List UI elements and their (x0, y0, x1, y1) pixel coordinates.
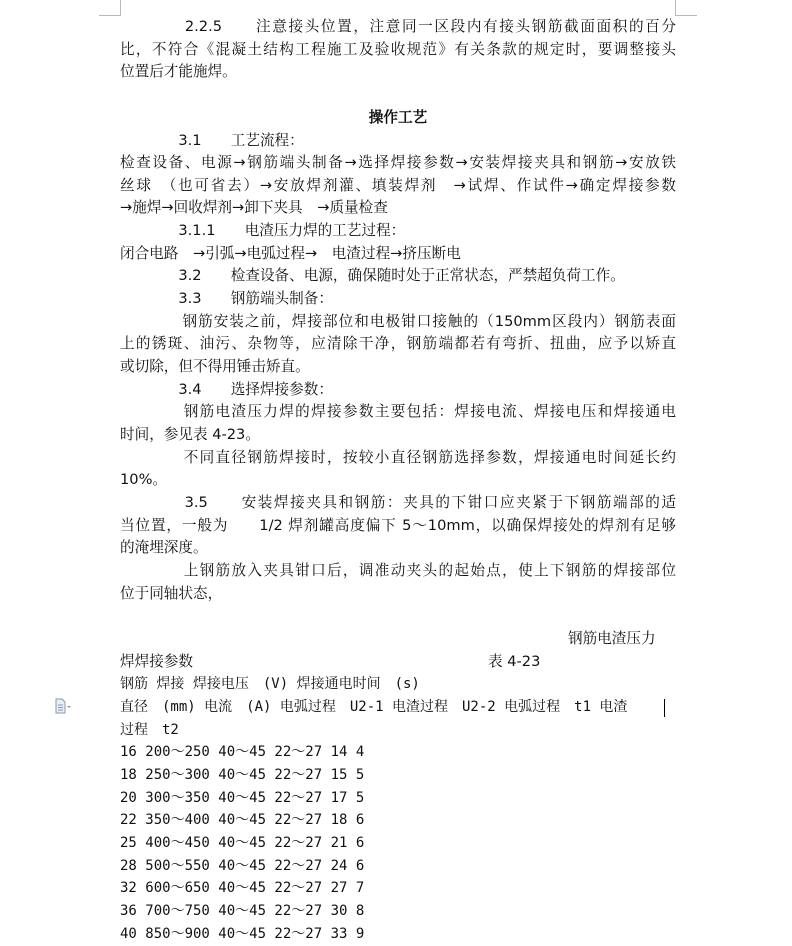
section-heading: 操作工艺 (368, 109, 428, 126)
step-3-3-title: 3.3 钢筋端头制备： (120, 290, 333, 307)
table-title-right: 钢筋电渣压力 (568, 630, 656, 647)
margin-corner-top-right (675, 0, 697, 16)
table-row: 18 250～300 40～45 22～27 15 5 (120, 767, 365, 783)
table-row: 40 850～900 40～45 22～27 33 9 (120, 926, 365, 942)
para-3-4-line-1: 钢筋电渣压力焊的焊接参数主要包括：焊接电流、焊接电压和焊接通电 (120, 403, 676, 420)
para-upper-rebar-line-2: 位于同轴状态， (120, 585, 223, 602)
step-3-2: 3.2 检查设备、电源，确保随时处于正常状态，严禁超负荷工作。 (120, 267, 625, 284)
table-row: 32 600～650 40～45 22～27 27 7 (120, 880, 365, 896)
step-3-5-line-3: 的淹埋深度。 (120, 539, 208, 556)
table-title-left: 焊焊接参数 (120, 653, 193, 670)
para-2-2-5-line-1: 2.2.5 注意接头位置，注意同一区段内有接头钢筋截面面积的百分 (120, 18, 676, 35)
table-row: 20 300～350 40～45 22～27 17 5 (120, 790, 365, 806)
table-row: 25 400～450 40～45 22～27 21 6 (120, 835, 365, 851)
para-3-3-line-3: 或切除，但不得用锤击矫直。 (120, 358, 310, 375)
margin-corner-top-left (99, 0, 121, 16)
para-2-2-5-line-3: 位置后才能施焊。 (120, 63, 237, 80)
text-cursor (664, 699, 665, 717)
table-row: 22 350～400 40～45 22～27 18 6 (120, 812, 365, 828)
para-3-4-line-2: 时间，参见表 4-23。 (120, 426, 260, 443)
step-3-5-line-2: 当位置，一般为 1/2 焊剂罐高度偏下 5～10mm，以确保焊接处的焊剂有足够 (120, 517, 676, 534)
step-3-4-title: 3.4 选择焊接参数： (120, 381, 333, 398)
table-header-1: 钢筋 焊接 焊接电压 (V) 焊接通电时间 (s) (120, 676, 420, 692)
para-upper-rebar-line-1: 上钢筋放入夹具钳口后，调准动夹头的起始点，使上下钢筋的焊接部位 (120, 562, 676, 579)
table-number: 表 4-23 (488, 653, 541, 670)
table-header-2: 直径 (mm) 电流 (A) 电弧过程 U2-1 电渣过程 U2-2 电弧过程 t1 电渣 (120, 699, 628, 715)
process-flow-line-2: 丝球 （也可省去）→安放焊剂灌、填装焊剂 →试焊、作试件→确定焊接参数 (120, 177, 676, 194)
table-row: 16 200～250 40～45 22～27 14 4 (120, 744, 365, 760)
para-2-2-5-line-2: 比，不符合《混凝土结构工程施工及验收规范》有关条款的规定时，要调整接头 (120, 41, 676, 58)
table-header-3: 过程 t2 (120, 722, 179, 738)
document-icon[interactable] (54, 698, 72, 714)
step-3-1-title: 3.1 工艺流程： (120, 132, 304, 149)
table-row: 36 700～750 40～45 22～27 30 8 (120, 903, 365, 919)
welding-process-line: 闭合电路 →引弧→电弧过程→ 电渣过程→挤压断电 (120, 245, 461, 262)
table-row: 28 500～550 40～45 22～27 24 6 (120, 858, 365, 874)
process-flow-line-1: 检查设备、电源→钢筋端头制备→选择焊接参数→安装焊接夹具和钢筋→安放铁 (120, 154, 676, 171)
process-flow-line-3: →施焊→回收焊剂→卸下夹具 →质量检查 (120, 199, 388, 216)
step-3-1-1-title: 3.1.1 电渣压力焊的工艺过程： (120, 222, 406, 239)
step-3-5-line-1: 3.5 安装焊接夹具和钢筋：夹具的下钳口应夹紧于下钢筋端部的适 (120, 494, 676, 511)
para-diameter-line-1: 不同直径钢筋焊接时，按较小直径钢筋选择参数，焊接通电时间延长约 (120, 449, 676, 466)
para-3-3-line-1: 钢筋安装之前，焊接部位和电极钳口接触的（150mm区段内）钢筋表面 (120, 313, 676, 330)
para-3-3-line-2: 上的锈斑、油污、杂物等，应清除干净，钢筋端都若有弯折、扭曲，应予以矫直 (120, 335, 676, 352)
para-diameter-line-2: 10%。 (120, 471, 168, 488)
